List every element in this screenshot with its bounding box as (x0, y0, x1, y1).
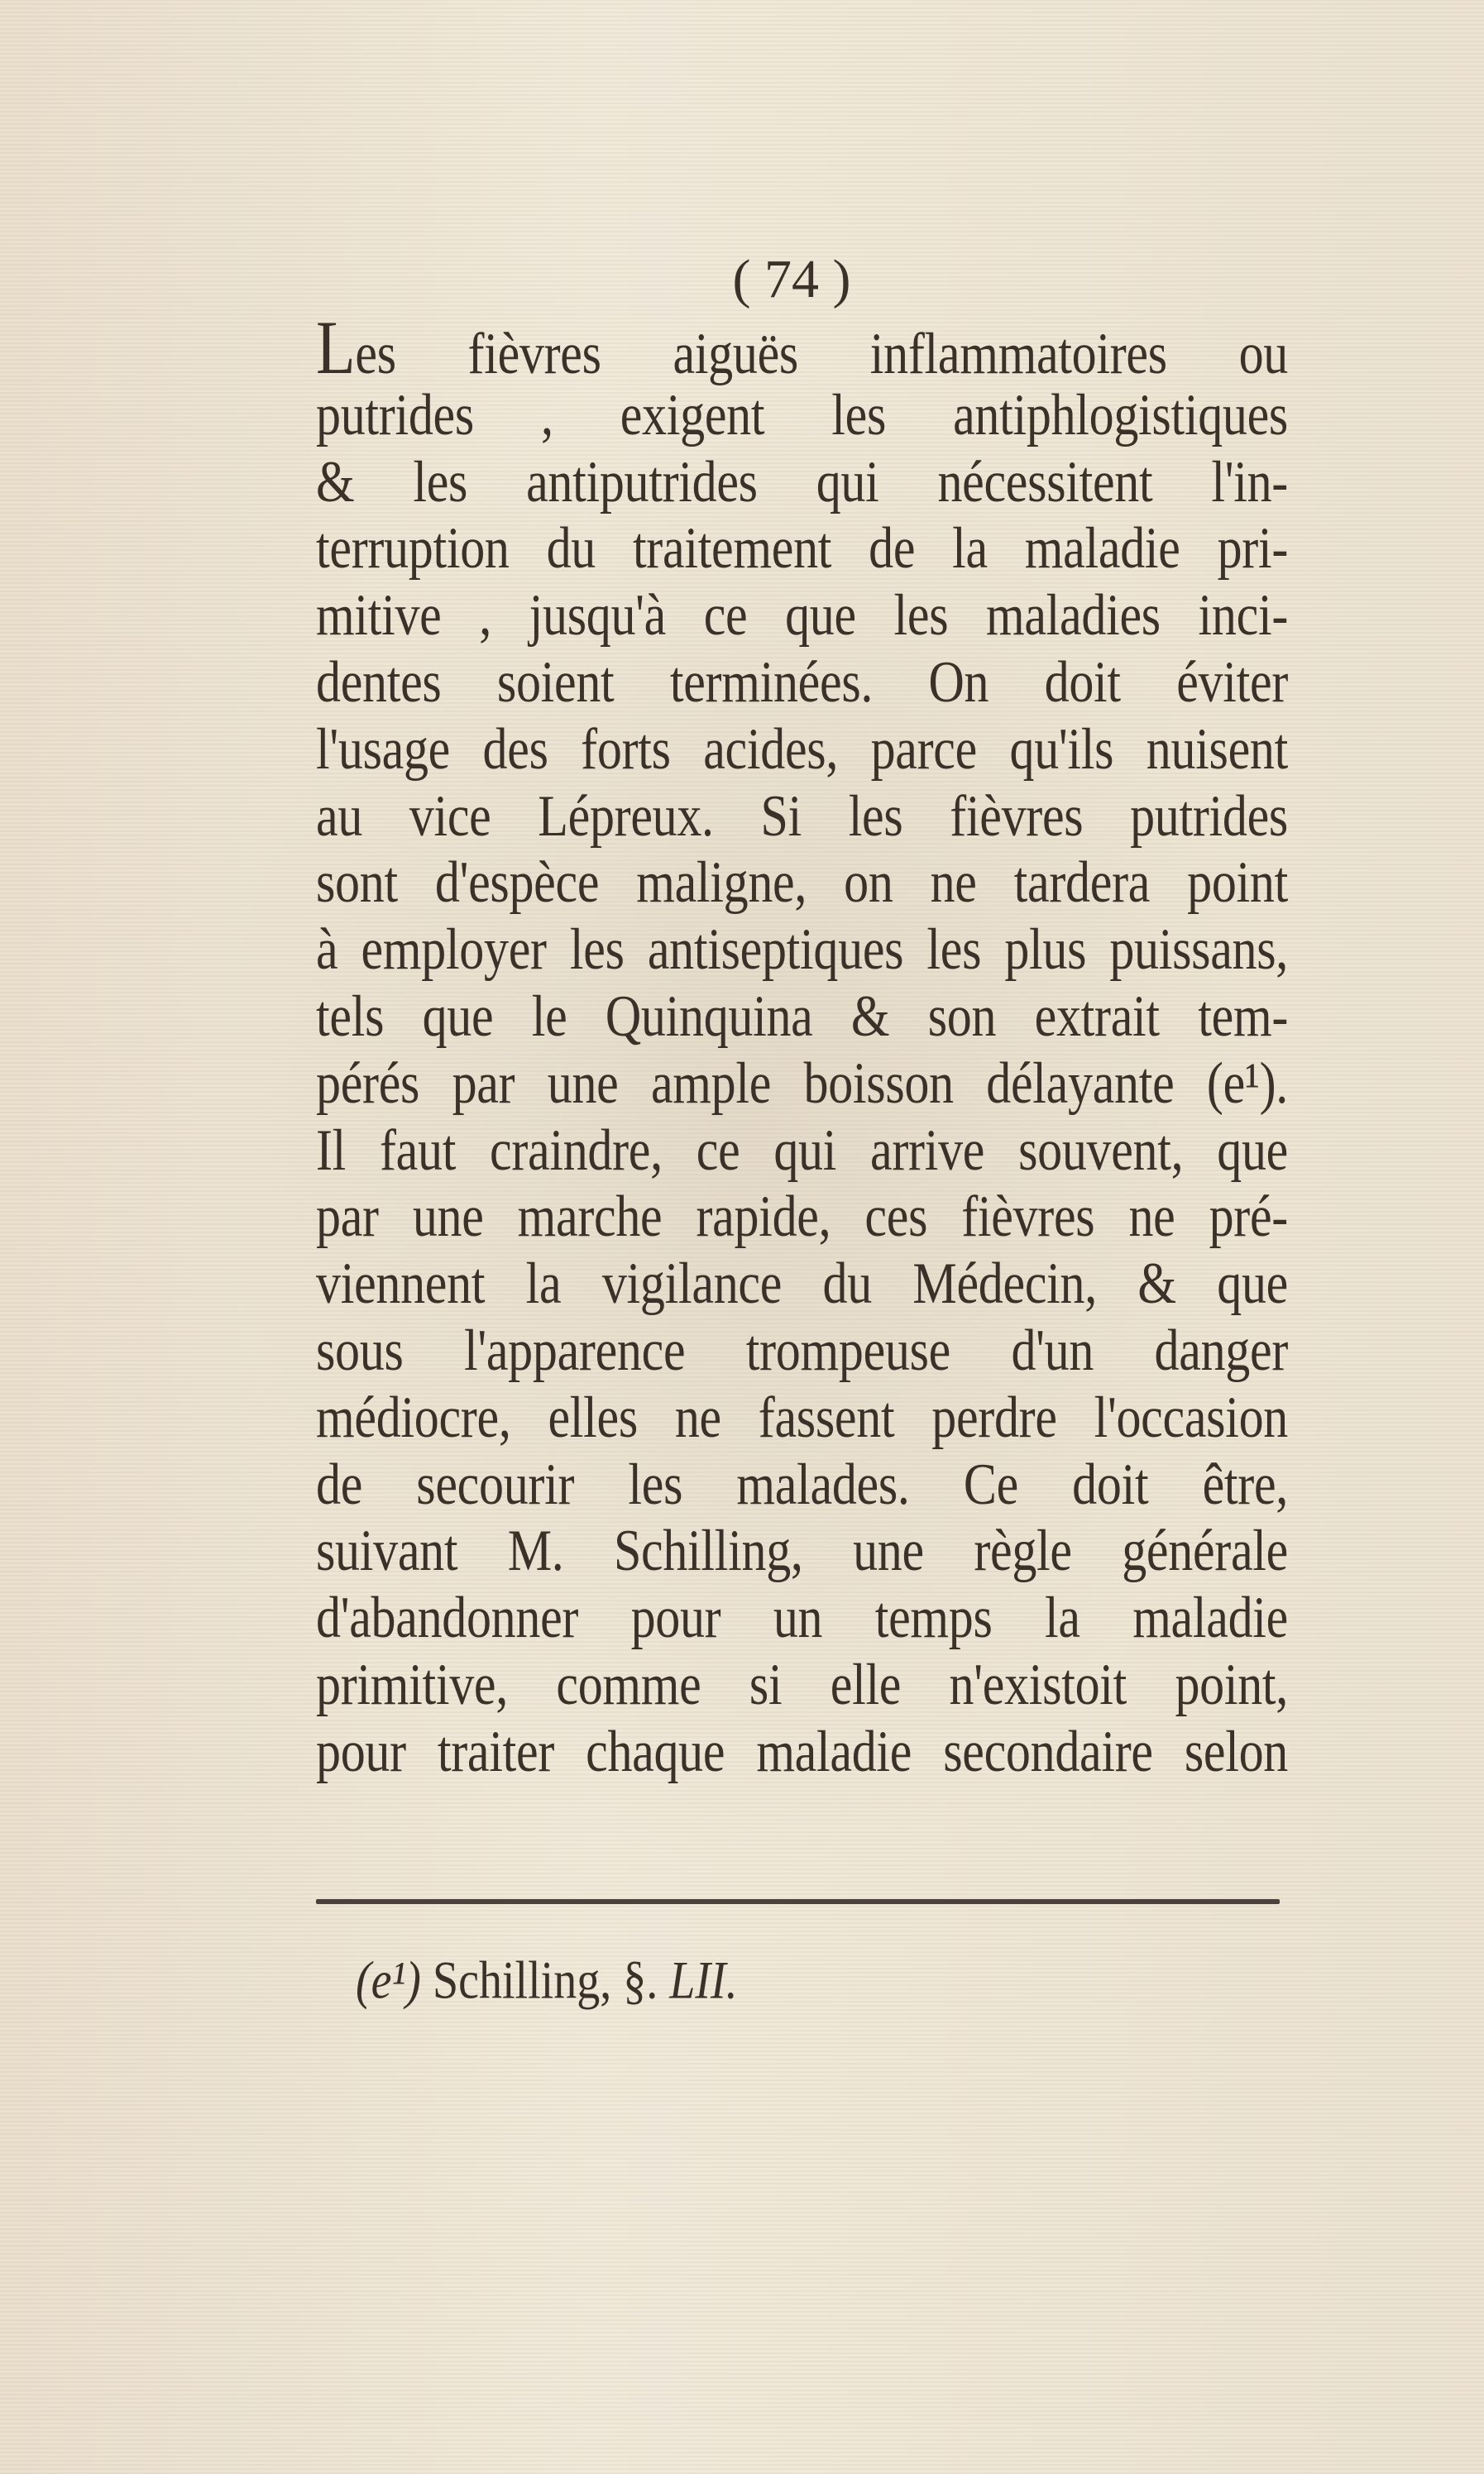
text-line: d'abandonner pour un temps la maladie (316, 1585, 1288, 1650)
text-line: suivant M. Schilling, une règle générale (316, 1518, 1288, 1583)
footnote-mark: (e¹) (356, 1951, 421, 2011)
text-line: sont d'espèce maligne, on ne tardera point (316, 849, 1288, 915)
text-line: à employer les antiseptiques les plus puissans, (316, 916, 1288, 982)
footnote-text: Schilling, §. (432, 1951, 658, 2011)
body-text (316, 304, 1288, 1787)
text-line: pérés par une ample boisson délayante (e¹). (316, 1050, 1288, 1116)
text-line: putrides , exigent les antiphlogistiques (316, 382, 1288, 447)
footnote-reference: LII. (669, 1951, 738, 2011)
text-line: terruption du traitement de la maladie pri- (316, 515, 1288, 581)
text-line: mitive , jusqu'à ce que les maladies inci- (316, 582, 1288, 648)
text-line: pour traiter chaque maladie secondaire selon (316, 1719, 1288, 1784)
text-line: médiocre, elles ne fassent perdre l'occasion (316, 1385, 1288, 1450)
text-line: tels que le Quinquina & son extrait tem- (316, 983, 1288, 1049)
text-line: de secourir les malades. Ce doit être, (316, 1452, 1288, 1516)
text-line: sous l'apparence trompeuse d'un danger (316, 1318, 1288, 1383)
text-line: par une marche rapide, ces fièvres ne pré- (316, 1184, 1288, 1249)
text-line: Les fièvres aiguës inflammatoires ou (316, 304, 1288, 390)
text-line: au vice Lépreux. Si les fièvres putrides (316, 783, 1288, 848)
page-number: ( 74 ) (732, 249, 851, 309)
footnote-divider (316, 1899, 1280, 1904)
text-line: viennent la vigilance du Médecin, & que (316, 1251, 1288, 1316)
text-line: Il faut craindre, ce qui arrive souvent, que (316, 1117, 1288, 1182)
text-line: & les antiputrides qui nécessitent l'in- (316, 449, 1288, 514)
footnote (356, 1948, 738, 2015)
text-line: primitive, comme si elle n'existoit point, (316, 1652, 1288, 1717)
text-line: dentes soient terminées. On doit éviter (316, 649, 1288, 715)
text-line: l'usage des forts acides, parce qu'ils nuisent (316, 716, 1288, 782)
